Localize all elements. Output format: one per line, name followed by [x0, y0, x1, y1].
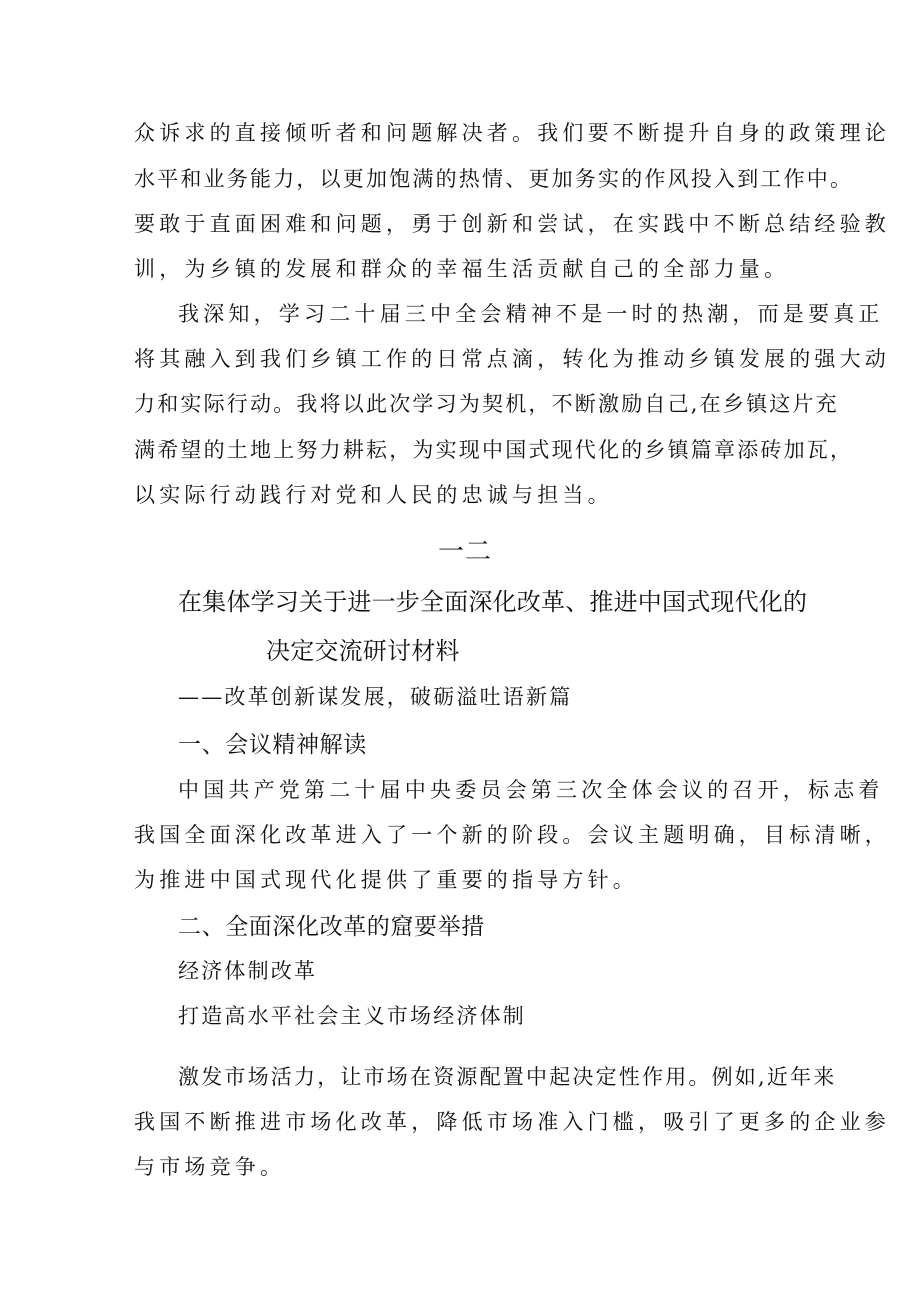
text-line: 我国不断推进市场化改革，降低市场准入门槛，吸引了更多的企业参 — [134, 1110, 890, 1134]
text-line: 以实际行动践行对党和人民的忠诚与担当。 — [134, 483, 613, 507]
text-line: 力和实际行动。我将以此次学习为契机，不断激励自己,在乡镇这片充 — [134, 392, 839, 416]
text-line: 我国全面深化改革进入了一个新的阶段。会议主题明确，目标清晰， — [134, 823, 890, 847]
text-line: 要敢于直面困难和问题，勇于创新和尝试，在实践中不断总结经验教 — [134, 212, 890, 236]
text-line: 激发市场活力，让市场在资源配置中起决定性作用。例如,近年来 — [178, 1065, 837, 1089]
section-number: 一二 — [438, 537, 493, 567]
text-line: 训，为乡镇的发展和群众的幸福生活贡献自己的全部力量。 — [134, 257, 790, 281]
part-2-subheading-1: 经济体制改革 — [178, 959, 318, 983]
text-line: 我深知，学习二十届三中全会精神不是一时的热潮，而是要真正 — [178, 302, 884, 326]
text-line: 水平和业务能力，以更加饱满的热情、更加务实的作风投入到工作中。 — [134, 167, 854, 191]
section-title-line-1: 在集体学习关于进一步全面深化改革、推进中国式现代化的 — [178, 588, 808, 616]
part-2-heading: 二、全面深化改革的窟要举措 — [178, 914, 485, 940]
text-line: 满希望的土地上努力耕耘，为实现中国式现代化的乡镇篇章添砖加瓦， — [134, 438, 854, 462]
text-line: 与市场竞争。 — [134, 1155, 286, 1179]
text-line: 中国共产党第二十届中央委员会第三次全体会议的召开，标志着 — [178, 778, 884, 802]
part-1-heading: 一、会议精神解读 — [178, 732, 367, 758]
text-line: 众诉求的直接倾听者和问题解决者。我们要不断提升自身的政策理论 — [134, 121, 890, 145]
section-title-line-2: 决定交流研讨材料 — [266, 637, 460, 665]
text-line: 将其融入到我们乡镇工作的日常点滴，转化为推动乡镇发展的强大动 — [134, 347, 890, 371]
section-subtitle: ——改革创新谋发展，破砺溢吐语新篇 — [178, 685, 573, 709]
text-line: 为推进中国式现代化提供了重要的指导方针。 — [134, 868, 638, 892]
part-2-subheading-2: 打造高水平社会主义市场经济体制 — [178, 1004, 526, 1028]
